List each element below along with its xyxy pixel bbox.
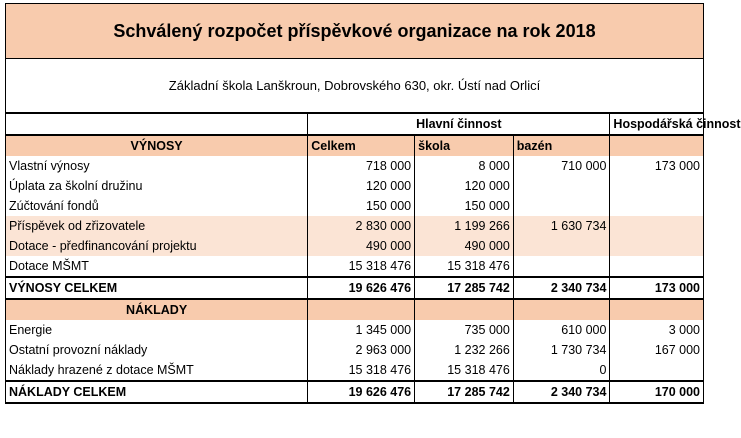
value-cell (610, 176, 704, 196)
value-cell: 2 963 000 (308, 340, 415, 360)
table-row (6, 216, 704, 236)
value-cell (513, 236, 610, 256)
value-cell: 490 000 (415, 236, 514, 256)
row-label: Příspěvek od zřizovatele (6, 216, 308, 236)
total-value-cell: 170 000 (610, 381, 704, 403)
row-label: Úplata za školní družinu (6, 176, 308, 196)
value-cell (610, 256, 704, 277)
value-cell: 3 000 (610, 320, 704, 340)
column-header-school: škola (415, 135, 514, 156)
value-cell (513, 196, 610, 216)
column-header-total: Celkem (308, 135, 415, 156)
revenues-section-label: VÝNOSY (6, 135, 308, 156)
value-cell: 1 730 734 (513, 340, 610, 360)
column-header-economic (610, 135, 704, 156)
main-activity-header: Hlavní činnost (308, 114, 610, 135)
total-value-cell: 17 285 742 (415, 381, 514, 403)
value-cell: 1 630 734 (513, 216, 610, 236)
value-cell: 150 000 (308, 196, 415, 216)
table-row (6, 320, 704, 340)
table-row (6, 236, 704, 256)
organization-subtitle: Základní škola Lanškroun, Dobrovského 630, okr. Ústí nad Orlicí (5, 59, 704, 114)
value-cell: 1 345 000 (308, 320, 415, 340)
header-empty-cell (6, 114, 308, 135)
value-cell: 173 000 (610, 156, 704, 176)
value-cell: 8 000 (415, 156, 514, 176)
header-row (6, 114, 704, 135)
value-cell: 490 000 (308, 236, 415, 256)
value-cell (513, 256, 610, 277)
costs-section-row (6, 299, 704, 320)
value-cell: 2 830 000 (308, 216, 415, 236)
total-value-cell: 2 340 734 (513, 277, 610, 299)
value-cell: 15 318 476 (308, 256, 415, 277)
value-cell (610, 236, 704, 256)
total-value-cell: 2 340 734 (513, 381, 610, 403)
value-cell: 710 000 (513, 156, 610, 176)
row-label: Náklady hrazené z dotace MŠMT (6, 360, 308, 381)
row-label: Zúčtování fondů (6, 196, 308, 216)
value-cell: 1 232 266 (415, 340, 514, 360)
value-cell (610, 216, 704, 236)
value-cell: 15 318 476 (415, 256, 514, 277)
value-cell (610, 360, 704, 381)
table-row (6, 360, 704, 381)
row-label: Ostatní provozní náklady (6, 340, 308, 360)
row-label: Vlastní výnosy (6, 156, 308, 176)
row-label: Dotace - předfinancování projektu (6, 236, 308, 256)
value-cell: 718 000 (308, 156, 415, 176)
costs-section-label: NÁKLADY (6, 299, 308, 320)
total-value-cell: 173 000 (610, 277, 704, 299)
costs-total-label: NÁKLADY CELKEM (6, 381, 308, 403)
table-row (6, 156, 704, 176)
value-cell: 610 000 (513, 320, 610, 340)
value-cell (610, 196, 704, 216)
page-title: Schválený rozpočet příspěvkové organizace na rok 2018 (5, 3, 704, 59)
value-cell: 120 000 (308, 176, 415, 196)
total-value-cell: 19 626 476 (308, 381, 415, 403)
value-cell: 167 000 (610, 340, 704, 360)
table-row (6, 196, 704, 216)
revenues-total-row (6, 277, 704, 299)
total-value-cell: 17 285 742 (415, 277, 514, 299)
value-cell: 0 (513, 360, 610, 381)
row-label: Dotace MŠMT (6, 256, 308, 277)
revenues-total-label: VÝNOSY CELKEM (6, 277, 308, 299)
value-cell: 15 318 476 (308, 360, 415, 381)
value-cell: 120 000 (415, 176, 514, 196)
value-cell: 150 000 (415, 196, 514, 216)
column-header-pool: bazén (513, 135, 610, 156)
costs-total-row (6, 381, 704, 403)
value-cell: 735 000 (415, 320, 514, 340)
row-label: Energie (6, 320, 308, 340)
table-row (6, 340, 704, 360)
value-cell: 15 318 476 (415, 360, 514, 381)
budget-table (5, 114, 741, 404)
value-cell (513, 176, 610, 196)
total-value-cell: 19 626 476 (308, 277, 415, 299)
table-row (6, 176, 704, 196)
economic-activity-header: Hospodářská činnost (610, 114, 704, 135)
revenues-section-row (6, 135, 704, 156)
table-row (6, 256, 704, 277)
value-cell: 1 199 266 (415, 216, 514, 236)
